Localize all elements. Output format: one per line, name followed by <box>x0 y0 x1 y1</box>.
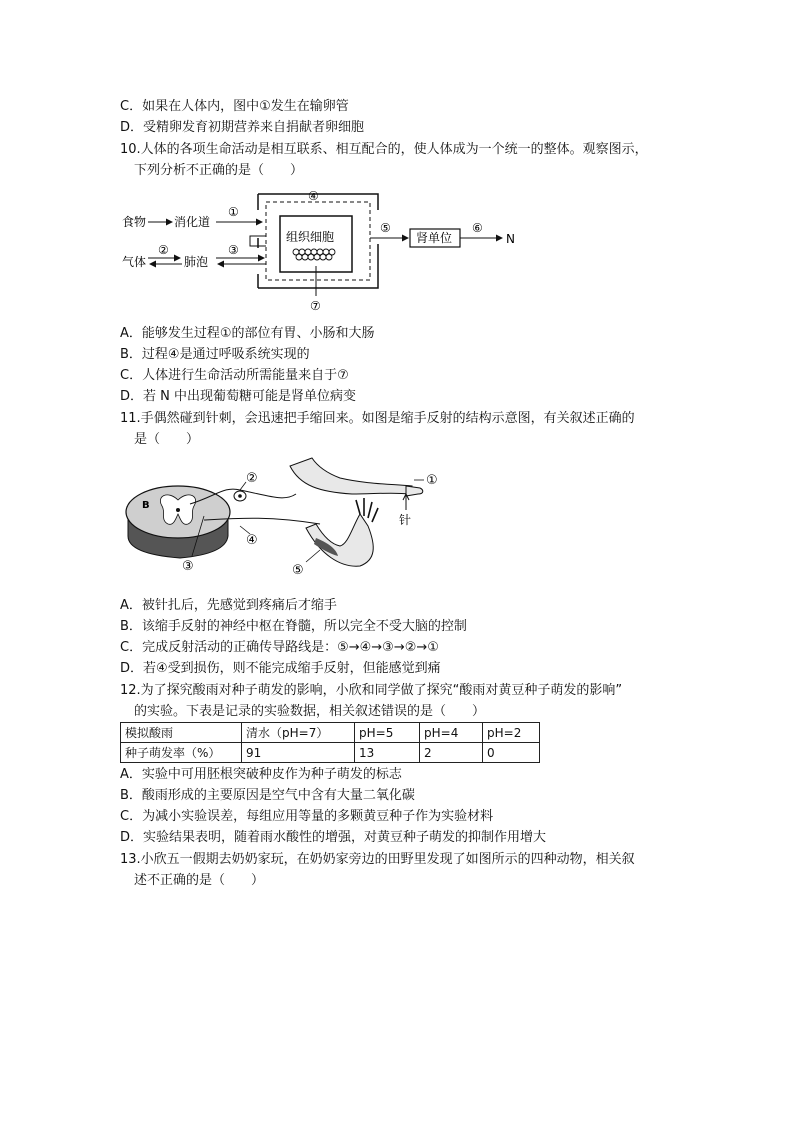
n-label: N <box>506 232 515 246</box>
label-1: ① <box>228 205 239 219</box>
table-header-cell: pH=5 <box>355 723 420 743</box>
nephron-label: 肾单位 <box>416 231 453 245</box>
q12-option-d: D．实验结果表明，随着雨水酸性的增强，对黄豆种子萌发的抑制作用增大 <box>120 830 547 845</box>
q11-diagram <box>120 456 460 580</box>
label-b: B <box>142 500 150 511</box>
tissue-cell-label: 组织细胞 <box>286 230 335 244</box>
label-5: ⑤ <box>292 563 304 578</box>
q10-stem: 10.人体的各项生命活动是相互联系、相互配合的，使人体成为一个统一的整体。观察图示， <box>120 142 648 157</box>
q12-option-b: B．酸雨形成的主要原因是空气中含有大量二氧化碳 <box>120 788 415 803</box>
label-4: ④ <box>246 533 258 548</box>
table-cell: 91 <box>242 743 355 763</box>
q10-option-b: B．过程④是通过呼吸系统实现的 <box>120 347 310 362</box>
label-1: ① <box>426 473 438 488</box>
table-cell: 2 <box>420 743 483 763</box>
q11-stem: 11.手偶然碰到针刺，会迅速把手缩回来。如图是缩手反射的结构示意图，有关叙述正确的 <box>120 411 635 426</box>
q10-stem-cont: 下列分析不正确的是（ ） <box>134 163 304 178</box>
label-2: ② <box>158 243 169 257</box>
q9-option-d: D．受精卵发育初期营养来自捐献者卵细胞 <box>120 120 365 135</box>
q11-option-c: C．完成反射活动的正确传导路线是：⑤→④→③→②→① <box>120 640 439 655</box>
table-cell: 13 <box>355 743 420 763</box>
q10-diagram <box>118 186 538 316</box>
germination-table <box>120 722 540 763</box>
needle-label: 针 <box>399 513 412 527</box>
q13-stem-cont: 述不正确的是（ ） <box>134 873 265 888</box>
q11-stem-cont: 是（ ） <box>134 432 200 447</box>
table-row <box>121 743 540 763</box>
label-5: ⑤ <box>380 221 391 235</box>
table-cell: 0 <box>483 743 540 763</box>
q10-option-c: C．人体进行生命活动所需能量来自于⑦ <box>120 368 349 383</box>
table-row <box>121 723 540 743</box>
gas-label: 气体 <box>122 255 147 269</box>
q12-stem-cont: 的实验。下表是记录的实验数据，相关叙述错误的是（ ） <box>134 704 486 719</box>
label-7: ⑦ <box>310 299 321 313</box>
table-header-cell: pH=4 <box>420 723 483 743</box>
q12-option-a: A．实验中可用胚根突破种皮作为种子萌发的标志 <box>120 767 402 782</box>
label-4: ④ <box>308 189 319 203</box>
label-2: ② <box>246 471 258 486</box>
label-6: ⑥ <box>472 221 483 235</box>
label-3: ③ <box>182 559 194 574</box>
q11-option-d: D．若④受到损伤，则不能完成缩手反射，但能感觉到痛 <box>120 661 441 676</box>
q10-option-d: D．若 N 中出现葡萄糖可能是肾单位病变 <box>120 389 356 404</box>
q12-stem: 12.为了探究酸雨对种子萌发的影响，小欣和同学做了探究“酸雨对黄豆种子萌发的影响” <box>120 683 623 698</box>
q12-option-c: C．为减小实验误差，每组应用等量的多颗黄豆种子作为实验材料 <box>120 809 494 824</box>
food-label: 食物 <box>122 215 147 229</box>
q11-option-a: A．被针扎后，先感觉到疼痛后才缩手 <box>120 598 337 613</box>
table-header-cell: 模拟酸雨 <box>121 723 242 743</box>
q13-stem: 13.小欣五一假期去奶奶家玩，在奶奶家旁边的田野里发现了如图所示的四种动物，相关叙 <box>120 852 635 867</box>
table-cell: 种子萌发率（%） <box>121 743 242 763</box>
spinal-cord <box>126 486 230 558</box>
digestive-tract-label: 消化道 <box>174 215 211 229</box>
table-header-cell: pH=2 <box>483 723 540 743</box>
q11-option-b: B．该缩手反射的神经中枢在脊髓，所以完全不受大脑的控制 <box>120 619 467 634</box>
q9-option-c: C．如果在人体内，图中①发生在输卵管 <box>120 99 349 114</box>
table-header-cell: 清水（pH=7） <box>242 723 355 743</box>
cell-cluster <box>293 249 335 260</box>
q10-option-a: A．能够发生过程①的部位有胃、小肠和大肠 <box>120 326 375 341</box>
alveoli-label: 肺泡 <box>184 255 209 269</box>
label-3: ③ <box>228 243 239 257</box>
